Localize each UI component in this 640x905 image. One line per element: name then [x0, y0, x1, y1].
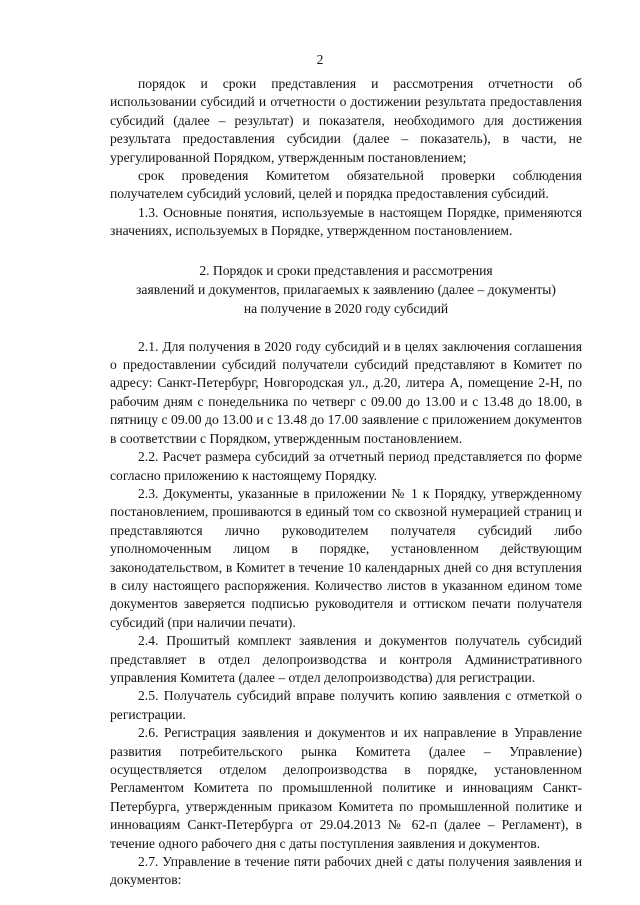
paragraph-2-6: 2.6. Регистрация заявления и документов и их направление в Управление развития потребительского рынка Комитета (далее – Управление) осуществляется отделом делопроизводства в порядке, установленном Регламентом Комитета по промышленной политике и инновациям Санкт-Петербурга, утвержденным приказом Комитета по промышленной политике и инновациям Санкт-Петербурга от 29.04.2013 № 62-п (далее – Регламент), в течение одного рабочего дня с даты поступления заявления и документов. [110, 725, 582, 851]
section-title-line-1: 2. Порядок и сроки представления и рассмотрения [199, 262, 493, 278]
intro-paragraph-2: срок проведения Комитетом обязательной проверки соблюдения получателем субсидий условий, целей и порядка предоставления субсидий. [110, 168, 582, 202]
page-number: 2 [316, 52, 324, 67]
intro-paragraph-1: порядок и сроки представления и рассмотрения отчетности об использовании субсидий и отчетности о достижении результата предоставления субсидий (далее – результат) и показателя, необходимого для достижения результата предоставления субсидии (далее – показатель), в части, не урегулированной Порядком, утвержденным постановлением; [110, 76, 582, 165]
paragraph-2-1: 2.1. Для получения в 2020 году субсидий и в целях заключения соглашения о предоставлении субсидий получатели субсидий представляют в Комитет по адресу: Санкт-Петербург, Новгородская ул., д.20, литера А, помещение 2-Н, по рабочим дням с понедельника по четверг с 09.00 до 13.00 и с 13.48 до 18.00, в пятницу с 09.00 до 13.00 и с 13.48 до 17.00 заявление с приложением документов в соответствии с Порядком, утвержденным постановлением. [110, 338, 582, 446]
document-body [110, 75, 582, 890]
section-title-line-3: на получение в 2020 году субсидий [243, 300, 449, 316]
intro-paragraph-3: 1.3. Основные понятия, используемые в настоящем Порядке, применяются значениях, используемых в Порядке, утвержденном постановлением. [110, 204, 582, 239]
paragraph-2-4: 2.4. Прошитый комплект заявления и документов получатель субсидий представляет в отдел делопроизводства и контроля Административного управления Комитета (далее – отдел делопроизводства) для регистрации. [110, 633, 582, 685]
paragraph-2-7: 2.7. Управление в течение пяти рабочих дней с даты получения заявления и документов: [110, 854, 582, 888]
paragraph-2-2: 2.2. Расчет размера субсидий за отчетный период представляется по форме согласно приложению к настоящему Порядку. [110, 449, 582, 483]
paragraph-2-5: 2.5. Получатель субсидий вправе получить копию заявления с отметкой о регистрации. [110, 688, 582, 722]
paragraph-2-3: 2.3. Документы, указанные в приложении № 1 к Порядку, утвержденному постановлением, прошиваются в единый том со сквозной нумерацией страниц и представляются лично руководителем получателя субсидий либо уполномоченным лицом в порядке, установленном действующим законодательством, в Комитет в течение 10 календарных дней со дня вступления в силу настоящего распоряжения. Количество листов в указанном едином томе документов заверяется подписью руководителя и оттиском печати получателя субсидий (при наличии печати). [110, 485, 582, 630]
section-title [110, 261, 582, 318]
section-title-line-2: заявлений и документов, прилагаемых к заявлению (далее – документы) [136, 281, 556, 297]
